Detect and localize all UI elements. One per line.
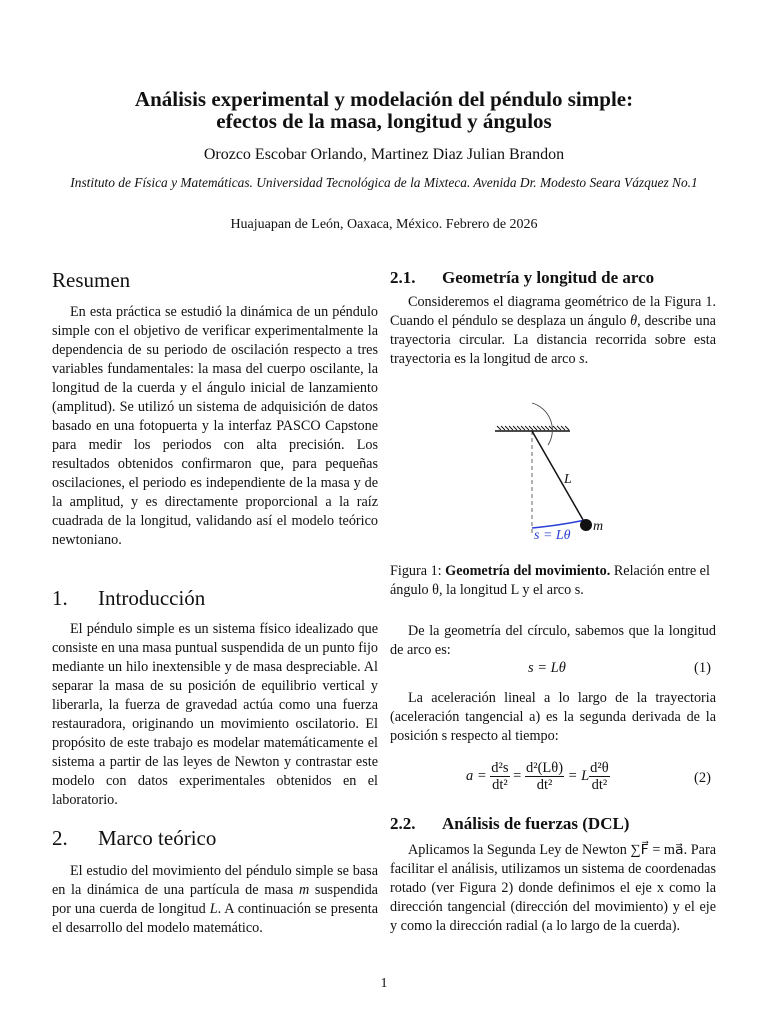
marco-heading — [52, 826, 216, 851]
eq2-f3-num: d²θ — [590, 760, 609, 776]
geo-text: De la geometría del círculo, sabemos que la longitud de arco es: — [390, 623, 716, 658]
sec21-heading — [390, 268, 654, 288]
caption-prefix: Figura 1: — [390, 563, 446, 579]
sec21-var-theta: θ — [630, 313, 638, 329]
page-number: 1 — [380, 976, 388, 991]
marco-var-L: L — [209, 901, 218, 917]
equation-1 — [528, 660, 566, 677]
eq2-frac-1 — [490, 760, 509, 793]
resumen-heading: Resumen — [52, 268, 131, 292]
pendulum-string — [532, 431, 586, 525]
intro-title: Introducción — [98, 586, 206, 610]
sec22-heading — [390, 814, 629, 834]
intro-heading — [52, 586, 205, 611]
sec21-var-s: s — [579, 351, 585, 367]
marco-text-b: suspendida por una cuerda de longitud — [52, 882, 378, 917]
marco-text-a: El estudio del movimiento del péndulo simple se basa en la dinámica de una partícula de masa — [52, 863, 378, 898]
eq2-lhs: a = — [466, 767, 487, 784]
sec21-text — [390, 293, 716, 369]
caption-bold: Geometría del movimiento. — [445, 563, 611, 579]
eq2-frac-2 — [525, 760, 564, 793]
paper-title — [40, 88, 728, 132]
eq2-equals: = — [513, 767, 522, 784]
eq2-equals-L: = L — [567, 767, 590, 784]
pendulum-mass — [580, 519, 592, 531]
label-arc: s = Lθ — [534, 528, 571, 543]
marco-text — [52, 862, 378, 938]
accel-text: La aceleración lineal a lo largo de la trayectoria (aceleración tangencial a) es la segunda derivada de la posición s respecto al tiempo: — [390, 690, 716, 744]
arc-length-path — [532, 520, 585, 528]
eq2-f1-num: d²s — [491, 760, 509, 776]
eq1-formula: s = Lθ — [528, 660, 566, 676]
pendulum-figure — [470, 395, 620, 550]
intro-text: El péndulo simple es un sistema físico idealizado que consiste en una masa puntual suspendida de un punto fijo mediante un hilo inextensible y de masa despreciable. Al separar la masa de su posición de equilibrio vertical y liberarla, la fuerza de gravedad actúa como una fuerza restauradora, originando un movimiento oscilatorio. El propósito de este trabajo es modelar matemáticamente el sistema a partir de las leyes de Newton y contrastar este modelo con datos experimentales obtenidos en el laboratorio. — [52, 621, 378, 808]
eq2-f3-den: dt² — [591, 777, 608, 793]
eq2-frac-3 — [589, 760, 610, 793]
caption-rest: Relación entre el ángulo θ, la longitud L y el arco s. — [390, 563, 710, 598]
equation-2-number: (2) — [694, 770, 711, 786]
ceiling-support — [495, 426, 570, 431]
eq2-f1-den: dt² — [492, 777, 508, 793]
sec21-title: Geometría y longitud de arco — [442, 268, 655, 287]
sec22-title: Análisis de fuerzas (DCL) — [442, 814, 630, 833]
intro-number: 1. — [52, 586, 68, 610]
equation-2 — [466, 760, 610, 793]
place-date: Huajuapan de León, Oaxaca, México. Febrero de 2026 — [230, 217, 538, 232]
marco-number: 2. — [52, 826, 68, 850]
sec21-text-a: Consideremos el diagrama geométrico de la Figura 1. Cuando el péndulo se desplaza un ángulo — [390, 294, 716, 329]
eq2-f2-num: d²(Lθ) — [525, 760, 564, 776]
label-L: L — [564, 472, 572, 487]
label-m: m — [593, 519, 604, 534]
eq2-f2-den: dt² — [536, 777, 553, 793]
marco-text-c: . A continuación se presenta el desarrollo del modelo matemático. — [52, 901, 379, 936]
equation-1-number: (1) — [694, 660, 711, 676]
title-line-2: efectos de la masa, longitud y ángulos — [216, 109, 552, 133]
marco-var-m: m — [299, 882, 310, 898]
title-line-1: Análisis experimental y modelación del péndulo simple: — [134, 87, 634, 111]
authors: Orozco Escobar Orlando, Martinez Diaz Julian Brandon — [203, 146, 565, 163]
affiliation: Instituto de Física y Matemáticas. Universidad Tecnológica de la Mixteca. Avenida Dr. Modesto Seara Vázquez No.1 — [70, 175, 698, 190]
sec21-text-b: , describe una trayectoria circular. La distancia recorrida sobre esta trayectoria es la longitud de arco — [390, 313, 716, 367]
sec22-text: Aplicamos la Segunda Ley de Newton ∑F⃗ = ma⃗. Para facilitar el análisis, utilizamos un sistema de coordenadas rotado (ver Figura 2) donde definimos el eje x como la dirección tangencial (dirección del movimiento) y el eje y como la dirección radial (a lo largo de la cuerda). — [390, 842, 716, 934]
sec21-text-c: . — [584, 351, 589, 367]
angle-arc — [532, 403, 552, 445]
sec21-number: 2.1. — [390, 268, 416, 287]
sec22-number: 2.2. — [390, 814, 416, 833]
resumen-text: En esta práctica se estudió la dinámica de un péndulo simple con el objetivo de verificar experimentalmente la dependencia de su periodo de oscilación respecto a tres variables fundamentales: la masa del cuerpo oscilante, la longitud de la cuerda y el ángulo inicial de lanzamiento (amplitud). Se utilizó un sistema de adquisición de datos basado en una fotopuerta y la interfaz PASCO Capstone para medir los periodos con alta precisión. Los resultados obtenidos confirmaron que, para pequeñas oscilaciones, el periodo es independiente de la masa y de la amplitud, y es directamente proporcional a la raíz cuadrada de la longitud, validando así el modelo teórico newtoniano. — [52, 304, 378, 548]
figure1-caption — [390, 562, 716, 600]
marco-title: Marco teórico — [98, 826, 217, 850]
